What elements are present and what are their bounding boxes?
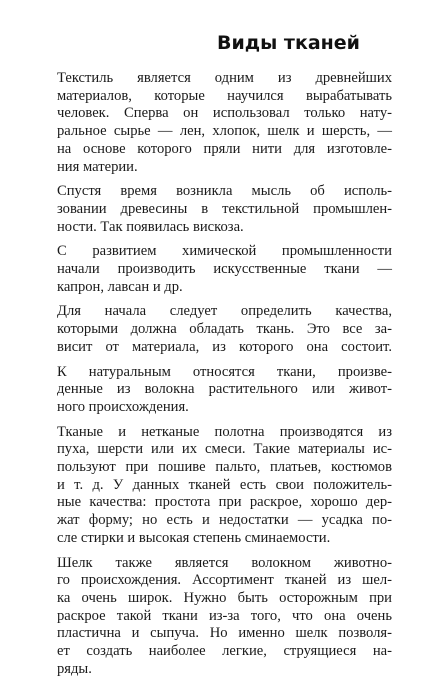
text-line: Спустя время возникла мысль об исполь- (57, 183, 392, 200)
paragraph (35, 70, 392, 176)
text-line: ряды. (57, 660, 92, 677)
body-text (35, 70, 392, 686)
text-line: ральное сырье — лен, хлопок, шелк и шерсть, — (57, 123, 392, 140)
text-line: Для начала следует определить качества, (57, 303, 392, 320)
paragraph (35, 243, 392, 296)
text-line: пластична и сыпуча. Но именно шелк позволя- (57, 625, 392, 642)
text-line: го происхождения. Ассортимент тканей из шел- (57, 572, 392, 589)
text-line: ния материи. (57, 158, 138, 175)
text-line: которыми должна обладать ткань. Это все за- (57, 321, 392, 338)
text-line: К натуральным относятся ткани, произве- (57, 363, 392, 380)
text-line: пользуют при пошиве пальто, платьев, костюмов (57, 459, 392, 476)
text-line: Тканые и нетканые полотна производятся из (57, 423, 392, 440)
text-line: и т. д. У данных тканей есть свои положитель- (57, 476, 392, 493)
text-line: зовании древесины в текстильной промышлен- (57, 200, 392, 217)
text-line: материалов, которые научился вырабатывать (57, 87, 392, 104)
text-line: С развитием химической промышленности (57, 243, 392, 260)
text-line: ности. Так появилась вискоза. (57, 218, 244, 235)
text-line: на основе которого пряли нити для изготовле- (57, 140, 392, 157)
paragraph (35, 364, 392, 417)
text-line: раскрое такой ткани из-за того, что она очень (57, 607, 392, 624)
text-line: человек. Сперва он использовал только нату- (57, 105, 392, 122)
text-line: денные из волокна растительного или живот- (57, 381, 392, 398)
text-line: ного происхождения. (57, 398, 189, 415)
paragraph (35, 303, 392, 356)
text-line: начали производить искусственные ткани — (57, 261, 392, 278)
paragraph (35, 555, 392, 679)
section-heading: Виды тканей (217, 32, 360, 54)
text-line: жат форму; но есть и недостатки — усадка по- (57, 512, 392, 529)
text-line: Текстиль является одним из древнейших (57, 70, 392, 86)
paragraph (35, 183, 392, 236)
text-line: пуха, шерсти или их смеси. Такие материалы ис- (57, 441, 392, 458)
text-line: висит от материала, из которого она состоит. (57, 338, 392, 355)
text-line: ные качества: простота при раскрое, хорошо дер- (57, 494, 392, 511)
text-line: сле стирки и высокая степень сминаемости. (57, 529, 331, 546)
text-line: ет создать наиболее легкие, струящиеся на- (57, 643, 392, 660)
text-line: ка очень широк. Нужно быть осторожным при (57, 589, 392, 606)
text-line: Шелк также является волокном животно- (57, 554, 392, 571)
text-line: капрон, лавсан и др. (57, 278, 183, 295)
paragraph (35, 424, 392, 548)
